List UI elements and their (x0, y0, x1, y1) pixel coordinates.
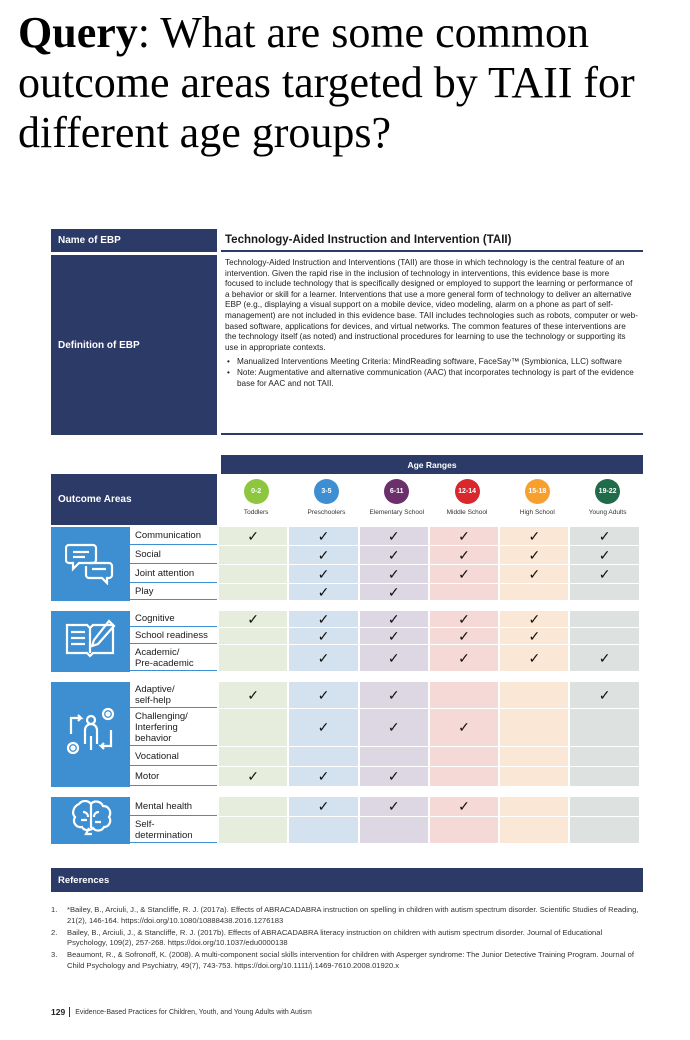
name-of-ebp-label: Name of EBP (51, 229, 217, 252)
outcome-name: Vocational (130, 747, 217, 766)
reference-text: Bailey, B., Arciuli, J., & Stancliffe, R. J. (2017b). Effects of ABRACADABRA literacy instruction on children with autism spectrum disorder. Journal of Educational Psychology, 109(2), 257-268. https://doi.org/10.1037/edu0000138 (67, 927, 603, 948)
age-range-badge: 0-2 (244, 479, 269, 504)
checkmark-icon: ✓ (458, 546, 470, 563)
check-cell (428, 584, 498, 600)
age-group-name: Preschoolers (307, 509, 346, 516)
definition-bullets (225, 357, 639, 389)
references-list (51, 905, 643, 973)
checkmark-icon: ✓ (247, 610, 260, 627)
check-cell (498, 797, 568, 816)
outcome-row (130, 546, 643, 565)
checkmark-icon: ✓ (598, 546, 611, 563)
check-cell (287, 747, 357, 766)
footer-title: Evidence-Based Practices for Children, Youth, and Young Adults with Autism (75, 1008, 312, 1016)
check-cell (568, 565, 638, 583)
outcome-group (51, 611, 643, 672)
check-cell (498, 565, 568, 583)
definition-label: Definition of EBP (51, 255, 217, 435)
outcome-name: Challenging/ Interfering behavior (130, 709, 217, 746)
checkmark-icon: ✓ (317, 686, 330, 703)
reference-item (51, 950, 643, 972)
checkmark-icon: ✓ (598, 649, 611, 666)
check-cell (217, 527, 287, 545)
outcome-name: Joint attention (130, 565, 217, 583)
check-cell (358, 709, 428, 746)
check-cell (287, 709, 357, 746)
check-cell (428, 565, 498, 583)
outcome-row (130, 527, 643, 546)
check-cell (568, 817, 638, 843)
checkmark-icon: ✓ (458, 649, 470, 666)
outcome-row (130, 747, 643, 767)
checkmark-icon: ✓ (317, 627, 330, 644)
check-cell (358, 565, 428, 583)
outcome-name: School readiness (130, 628, 217, 644)
query-text (18, 8, 678, 158)
checkmark-icon: ✓ (387, 798, 400, 814)
checkmark-icon: ✓ (458, 527, 470, 544)
speech-bubbles-icon (65, 539, 117, 590)
age-column-header (502, 474, 572, 525)
checkmark-icon: ✓ (387, 565, 400, 582)
checkmark-icon: ✓ (387, 719, 400, 735)
outcome-group (51, 682, 643, 787)
outcome-row (130, 611, 643, 628)
checkmark-icon: ✓ (387, 627, 400, 644)
page-footer (51, 1007, 312, 1017)
outcome-name: Self- determination (130, 817, 217, 843)
age-group-name: Middle School (446, 509, 488, 516)
check-cell (498, 527, 568, 545)
checkmark-icon: ✓ (458, 565, 470, 582)
outcome-name: Motor (130, 767, 217, 786)
checkmark-icon: ✓ (528, 649, 541, 666)
bullet-item: • Manualized Interventions Meeting Criteria: MindReading software, FaceSay™ (Symbionica, LLC) software (225, 357, 639, 368)
group-icon-box (51, 797, 130, 844)
checkmark-icon: ✓ (387, 649, 400, 666)
reference-item (51, 928, 643, 950)
reference-number: 1. (51, 905, 58, 914)
reference-text: Beaumont, R., & Sofronoff, K. (2008). A multi-component social skills intervention for children with Asperger syndrome: The Junior Detective Training Program. Journal of Child Psychology and Psychiatry, 49(7), 743-753. https://doi.org/10.1111/j.1469-7610.2008.01920.x (67, 950, 634, 970)
group-icon-box (51, 611, 130, 672)
check-cell (287, 584, 357, 600)
check-cell (428, 709, 498, 746)
check-cell (217, 611, 287, 627)
outcome-name: Adaptive/ self-help (130, 682, 217, 708)
book-pencil-icon (65, 619, 117, 664)
checkmark-icon: ✓ (247, 527, 260, 544)
checkmark-icon: ✓ (458, 719, 470, 735)
references-header: References (51, 868, 643, 892)
age-column-header (221, 474, 291, 525)
check-cell (498, 767, 568, 786)
check-cell (287, 645, 357, 671)
check-cell (498, 645, 568, 671)
checkmark-icon: ✓ (458, 610, 470, 627)
checkmark-icon: ✓ (598, 686, 611, 703)
check-cell (287, 628, 357, 644)
checkmark-icon: ✓ (387, 583, 400, 600)
definition-row (51, 255, 643, 435)
check-cell (498, 682, 568, 708)
checkmark-icon: ✓ (528, 546, 541, 563)
checkmark-icon: ✓ (528, 610, 541, 627)
age-column-header (432, 474, 502, 525)
check-cell (358, 611, 428, 627)
check-cell (498, 709, 568, 746)
check-cell (217, 628, 287, 644)
check-cell (498, 584, 568, 600)
check-cell (358, 817, 428, 843)
outcome-groups (51, 527, 643, 844)
query-question: : What are some common outcome areas targeted by TAII for different age groups? (18, 8, 635, 157)
check-cell (358, 584, 428, 600)
outcome-areas-label: Outcome Areas (51, 474, 217, 525)
query-label: Query (18, 8, 138, 57)
check-cell (217, 709, 287, 746)
check-cell (287, 611, 357, 627)
age-group-name: High School (519, 509, 555, 516)
check-cell (568, 797, 638, 816)
checkmark-icon: ✓ (598, 565, 611, 582)
reference-text: *Bailey, B., Arciuli, J., & Stancliffe, R. J. (2017a). Effects of ABRACADABRA instruction on spelling in children with autism spectrum disorder. Scientific Studies of Reading, 21(2), 146-164. https://doi.org/10.1080/10888438.2016.1276183 (67, 905, 639, 925)
check-cell (568, 546, 638, 564)
definition-text: Technology-Aided Instruction and Interventions (TAII) are those in which technology is the central feature of an intervention. Given the rapid rise in the inclusion of technology in interventions, this evidence base is more focused to include technology that is specifically designed or employed to support the learning or performance of a behavior or skill for a learner. Interventions that use a more general form of technology to deliver an alternative EBP (e.g., displaying a visual support on a mobile device, video modeling, alarm on a phone as part of self-management) are not included in this evidence base. TAII includes technologies such as robots, computer or web-based software, applications for devices, and virtual networks. The common features of these interventions are the technology itself (as noted) and instructional procedures for learning to use the technology or supporting its use in appropriate contexts. (225, 258, 638, 352)
check-cell (217, 682, 287, 708)
outcome-row (130, 767, 643, 787)
check-cell (217, 645, 287, 671)
page-number: 129 (51, 1007, 70, 1017)
check-cell (568, 767, 638, 786)
check-cell (498, 546, 568, 564)
check-cell (568, 611, 638, 627)
checkmark-icon: ✓ (387, 768, 400, 784)
outcome-row (130, 628, 643, 645)
checkmark-icon: ✓ (458, 627, 470, 644)
check-cell (287, 527, 357, 545)
age-columns (221, 474, 643, 525)
check-cell (428, 546, 498, 564)
check-cell (358, 747, 428, 766)
check-cell (217, 565, 287, 583)
check-cell (358, 527, 428, 545)
checkmark-icon: ✓ (528, 527, 541, 544)
age-column-header (572, 474, 642, 525)
check-cell (217, 767, 287, 786)
definition-text-block (221, 255, 643, 435)
outcome-name: Social (130, 546, 217, 564)
check-cell (217, 546, 287, 564)
age-group-name: Young Adults (588, 509, 627, 516)
age-range-badge: 12-14 (455, 479, 480, 504)
check-cell (217, 584, 287, 600)
check-cell (568, 682, 638, 708)
age-group-name: Toddlers (243, 509, 269, 516)
checkmark-icon: ✓ (387, 546, 400, 563)
group-icon-box (51, 527, 130, 601)
check-cell (498, 747, 568, 766)
age-column-header (291, 474, 361, 525)
check-cell (358, 645, 428, 671)
outcome-row (130, 565, 643, 584)
check-cell (358, 797, 428, 816)
check-cell (428, 797, 498, 816)
outcome-name: Communication (130, 527, 217, 545)
check-cell (287, 565, 357, 583)
check-cell (568, 584, 638, 600)
age-range-badge: 6-11 (384, 479, 409, 504)
checkmark-icon: ✓ (317, 719, 330, 735)
check-cell (428, 817, 498, 843)
checkmark-icon: ✓ (247, 686, 260, 703)
age-range-badge: 19-22 (595, 479, 620, 504)
checkmark-icon: ✓ (317, 527, 330, 544)
checkmark-icon: ✓ (317, 610, 330, 627)
age-range-badge: 3-5 (314, 479, 339, 504)
check-cell (428, 527, 498, 545)
person-gears-icon (63, 704, 119, 765)
checkmark-icon: ✓ (387, 527, 400, 544)
ebp-name: Technology-Aided Instruction and Intervention (TAII) (221, 229, 643, 252)
check-cell (287, 682, 357, 708)
outcome-row (130, 797, 643, 817)
check-cell (287, 546, 357, 564)
check-cell (428, 645, 498, 671)
check-cell (568, 747, 638, 766)
outcome-row (130, 709, 643, 747)
outcome-name: Cognitive (130, 611, 217, 627)
outcome-name: Play (130, 584, 217, 600)
checkmark-icon: ✓ (387, 686, 400, 703)
check-cell (568, 709, 638, 746)
checkmark-icon: ✓ (317, 565, 330, 582)
outcome-row (130, 817, 643, 844)
outcome-row (130, 645, 643, 672)
check-cell (568, 645, 638, 671)
brain-icon (65, 798, 117, 843)
age-ranges-header: Age Ranges (221, 455, 643, 474)
checkmark-icon: ✓ (317, 768, 330, 784)
checkmark-icon: ✓ (528, 627, 541, 644)
outcome-row (130, 682, 643, 709)
outcome-row (130, 584, 643, 601)
check-cell (428, 611, 498, 627)
outcome-group (51, 527, 643, 601)
ebp-table (51, 229, 643, 844)
check-cell (358, 546, 428, 564)
checkmark-icon: ✓ (528, 565, 541, 582)
reference-number: 3. (51, 950, 58, 960)
checkmark-icon: ✓ (317, 798, 330, 814)
checkmark-icon: ✓ (317, 649, 330, 666)
check-cell (428, 767, 498, 786)
check-cell (568, 628, 638, 644)
reference-number: 2. (51, 927, 58, 937)
reference-item (51, 905, 643, 927)
outcome-name: Academic/ Pre-academic (130, 645, 217, 671)
age-column-header (362, 474, 432, 525)
age-group-name: Elementary School (369, 509, 425, 516)
check-cell (217, 797, 287, 816)
check-cell (498, 628, 568, 644)
check-cell (428, 628, 498, 644)
outcome-group (51, 797, 643, 844)
checkmark-icon: ✓ (387, 610, 400, 627)
name-row (51, 229, 643, 252)
check-cell (287, 767, 357, 786)
checkmark-icon: ✓ (458, 798, 470, 814)
check-cell (358, 628, 428, 644)
check-cell (428, 747, 498, 766)
checkmark-icon: ✓ (317, 546, 330, 563)
check-cell (498, 817, 568, 843)
check-cell (358, 767, 428, 786)
check-cell (358, 682, 428, 708)
checkmark-icon: ✓ (247, 768, 260, 784)
check-cell (287, 797, 357, 816)
checkmark-icon: ✓ (598, 527, 611, 544)
bullet-item: • Note: Augmentative and alternative communication (AAC) that incorporates technology is part of the evidence base for AAC and not TAII. (225, 368, 639, 389)
check-cell (287, 817, 357, 843)
check-cell (217, 817, 287, 843)
check-cell (217, 747, 287, 766)
outcome-header-row (51, 474, 643, 525)
outcome-name: Mental health (130, 797, 217, 816)
check-cell (568, 527, 638, 545)
check-cell (498, 611, 568, 627)
age-range-badge: 15-18 (525, 479, 550, 504)
check-cell (428, 682, 498, 708)
group-icon-box (51, 682, 130, 787)
checkmark-icon: ✓ (317, 583, 330, 600)
